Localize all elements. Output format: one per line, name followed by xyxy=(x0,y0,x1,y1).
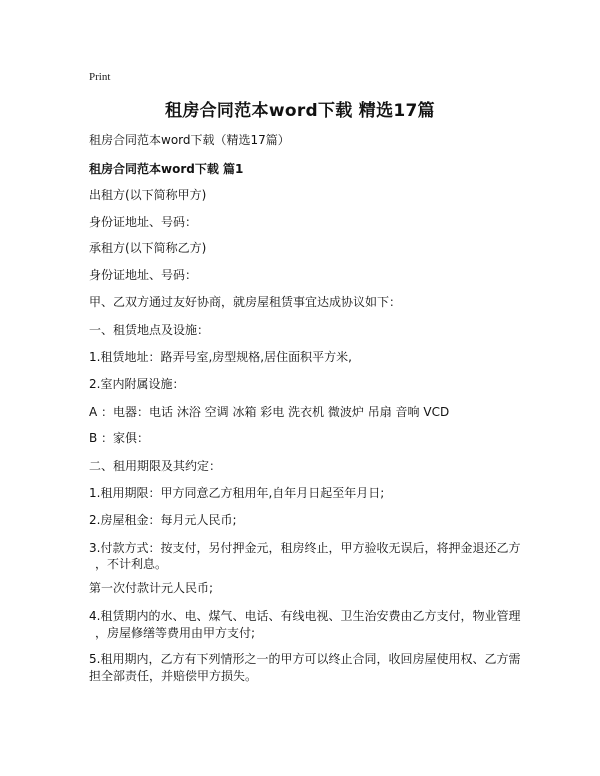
paragraph-lessor: 出租方(以下简称甲方) xyxy=(89,188,207,202)
paragraph-agreement: 甲、乙双方通过友好协商，就房屋租赁事宜达成协议如下： xyxy=(89,295,402,309)
paragraph-lessee: 承租方(以下简称乙方) xyxy=(89,241,207,255)
subtitle: 租房合同范本word下载（精选17篇） xyxy=(89,133,290,147)
paragraph-appliances: A ：电器：电话 沐浴 空调 冰箱 彩电 洗衣机 微波炉 吊扇 音响 VCD xyxy=(89,405,450,419)
document-title: 租房合同范本word下载 精选17篇 xyxy=(165,101,435,121)
paragraph-utilities-line-2: ，房屋修缮等费用由甲方支付; xyxy=(95,626,256,640)
paragraph-furniture: B ：家俱： xyxy=(89,431,150,445)
paragraph-termination-line-1: 5.租用期内，乙方有下列情形之一的甲方可以终止合同，收回房屋使用权、乙方需 xyxy=(89,652,521,666)
paragraph-utilities-line-1: 4.租赁期内的水、电、煤气、电话、有线电视、卫生治安费由乙方支付，物业管理 xyxy=(89,609,521,623)
paragraph-first-payment: 第一次付款计元人民币; xyxy=(89,581,214,595)
paragraph-term: 1.租用期限：甲方同意乙方租用年,自年月日起至年月日; xyxy=(89,486,385,500)
paragraph-payment-line-1: 3.付款方式：按支付，另付押金元，租房终止，甲方验收无误后，将押金退还乙方 xyxy=(89,541,521,555)
paragraph-payment-line-2: ，不计利息。 xyxy=(95,557,168,571)
print-label[interactable]: Print xyxy=(89,71,111,83)
paragraph-facilities: 2.室内附属设施： xyxy=(89,377,185,391)
section-heading: 租房合同范本word下载 篇1 xyxy=(89,162,244,176)
paragraph-section-2: 二、租用期限及其约定： xyxy=(89,459,222,473)
paragraph-section-1: 一、租赁地点及设施： xyxy=(89,323,210,337)
paragraph-rent: 2.房屋租金：每月元人民币; xyxy=(89,513,237,527)
paragraph-address: 1.租赁地址：路弄号室,房型规格,居住面积平方米, xyxy=(89,350,352,364)
paragraph-termination-line-2: 担全部责任，并赔偿甲方损失。 xyxy=(89,669,258,683)
paragraph-lessee-id: 身份证地址、号码： xyxy=(89,268,198,282)
paragraph-lessor-id: 身份证地址、号码： xyxy=(89,215,198,229)
